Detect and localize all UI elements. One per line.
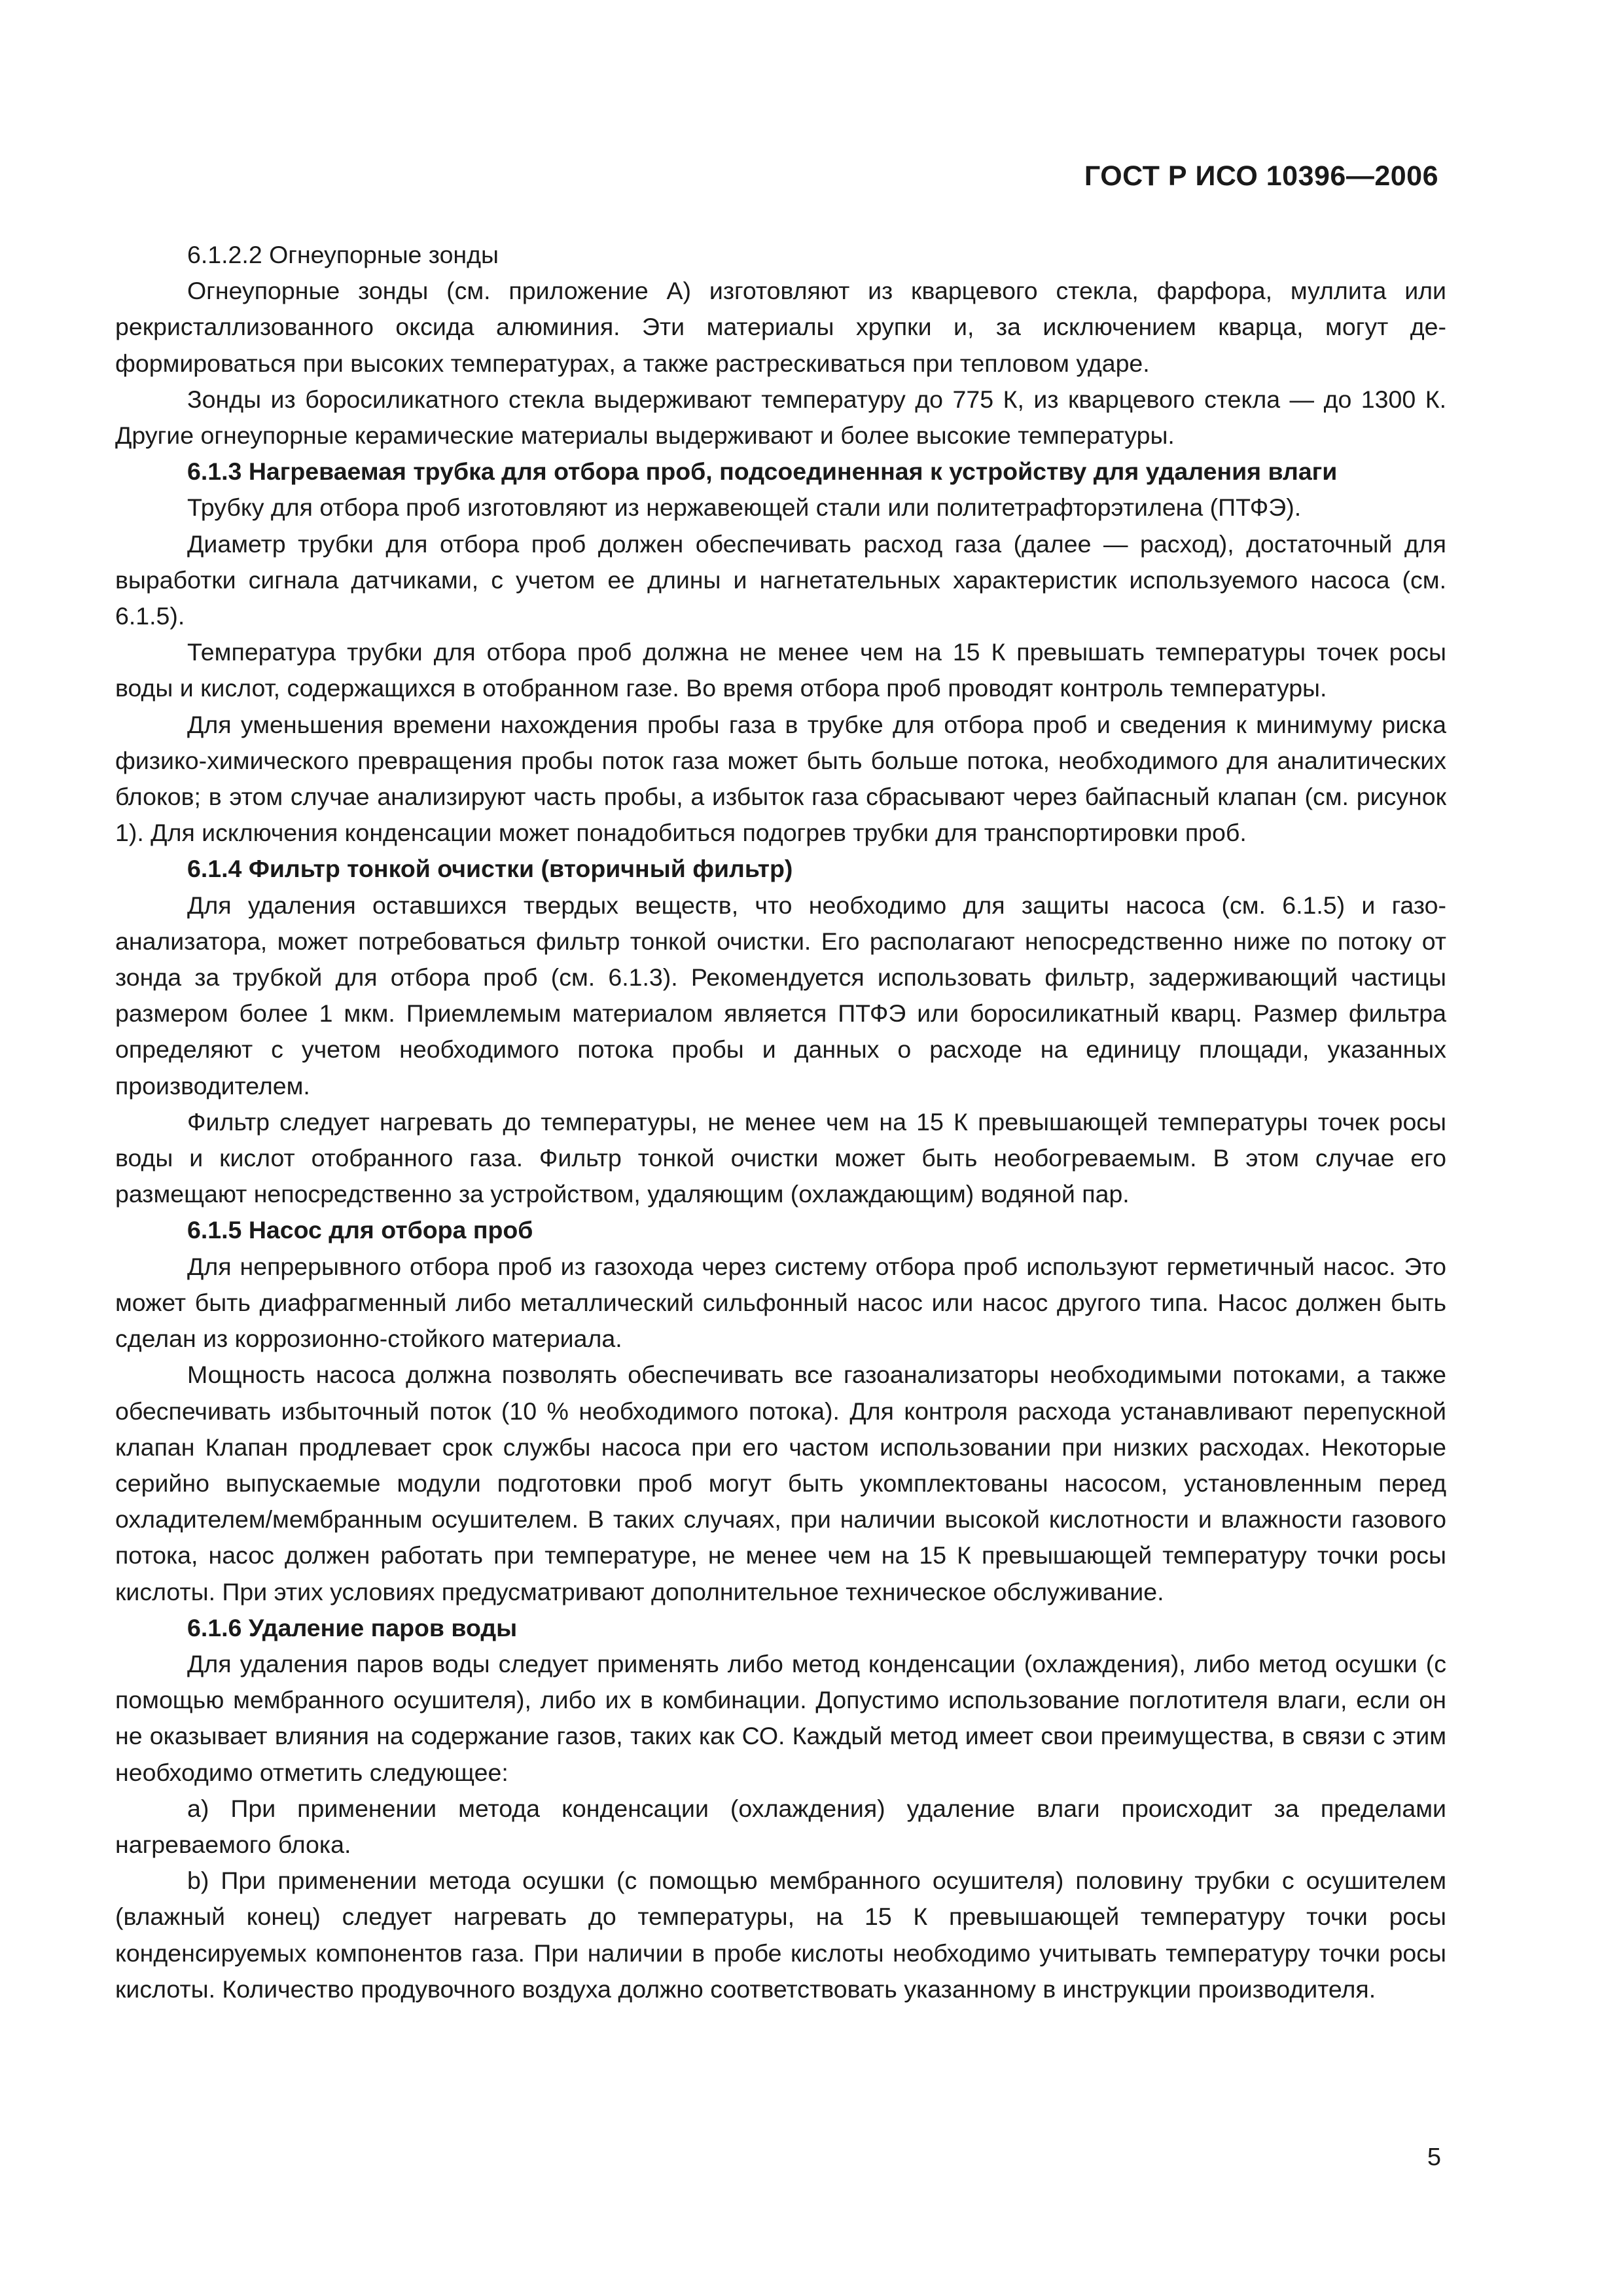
paragraph: Для уменьшения времени нахождения пробы газа в трубке для отбора проб и сведения к минимуму риска физико-химического превращения пробы поток газа может быть больше потока, необходимого для аналитических блоков; в этом случае анализируют часть пробы, а избыток газа сбрасывают через байпасный клапан (см. рисунок 1). Для исключения конденсации может понадобиться подогрев трубки для транспортировки проб. [115,710,1446,847]
paragraph: Трубку для отбора проб изготовляют из нержавеющей стали или политетрафторэтилена (ПТФЭ). [187,493,1302,522]
paragraph: Для удаления оставшихся твердых веществ, что необходимо для защиты насоса (см. 6.1.5) и газоанализатора, может потребоваться фильтр тонкой очистки. Его располагают непосредственно ниже по потоку от зонда за трубкой для отбора проб (см. 6.1.3). Рекомендуется использовать фильтр, задерживающий частицы размером более 1 мкм. Приемлемым материалом является ПТФЭ или боросиликатный кварц. Размер фильтра определяют с учетом необходимого потока пробы и данных о расходе на единицу площади, указанных производителем. [115,891,1446,1100]
paragraph: Мощность насоса должна позволять обеспечивать все газоанализаторы необходимыми потоками, а также обеспечивать избыточный поток (10 % необходимого потока). Для контроля расхода устанавливают перепускной клапан Клапан продлевает срок службы насоса при его частом использовании при низких расходах. Некоторые серийно выпускаемые модули подготовки проб могут быть укомплектованы насосом, установленным перед охладителем/мембранным осушителем. В таких случаях, при наличии высокой кислотности и влажности газового потока, насос должен работать при температуре, не менее чем на 15 К превышающей температуру точки росы кислоты. При этих условиях предусматривают дополнительное техническое обслуживание. [115,1361,1446,1605]
paragraph: Зонды из боросиликатного стекла выдерживают температуру до 775 К, из кварцевого стекла — до 1300 К. Другие огнеупорные керамические материалы выдерживают и более высокие температуры. [115,385,1446,450]
section-heading: 6.1.3 Нагреваемая трубка для отбора проб, подсоединенная к устройству для удаления влаги [187,457,1338,486]
page-number: 5 [1427,2144,1441,2171]
paragraph: 6.1.2.2 Огнеупорные зонды [187,241,499,268]
list-item: b) При применении метода осушки (с помощью мембранного осушителя) половину трубки с осушителем (влажный конец) следует нагревать до температуры, на 15 К превышающей температуру точки росы конденсируемых компонентов газа. При наличии в пробе кислоты необходимо учитывать температуру точки росы кислоты. Количество продувочного воздуха должно соответствовать указанному в инструкции производителя. [115,1867,1446,2003]
section-heading: 6.1.5 Насос для отбора проб [187,1216,533,1244]
section-heading: 6.1.4 Фильтр тонкой очистки (вторичный фильтр) [187,855,793,883]
document-header: ГОСТ Р ИСО 10396—2006 [1084,160,1438,192]
section-heading: 6.1.6 Удаление паров воды [187,1613,518,1641]
paragraph: Диаметр трубки для отбора проб должен обеспечивать расход газа (далее — расход), достаточный для выработки сигнала датчиками, с учетом ее длины и нагнетательных характеристик используемого насоса (см. 6.1.5). [115,529,1446,630]
list-item: a) При применении метода конденсации (охлаждения) удаление влаги происходит за пределами нагреваемого блока. [115,1794,1446,1858]
document-body [115,237,1446,2007]
paragraph: Температура трубки для отбора проб должна не менее чем на 15 К превышать температуры точек росы воды и кислот, содержащихся в отобранном газе. Во время отбора проб проводят контроль температуры. [115,638,1446,702]
paragraph: Огнеупорные зонды (см. приложение А) изготовляют из кварцевого стекла, фарфора, муллита или рекристаллизованного оксида алюминия. Эти материалы хрупки и, за исключением кварца, могут деформироваться при высоких температурах, а также растрескиваться при тепловом ударе. [115,277,1446,377]
paragraph: Фильтр следует нагревать до температуры, не менее чем на 15 К превышающей температуры точек росы воды и кислот отобранного газа. Фильтр тонкой очистки может быть необогреваемым. В этом случае его размещают непосредственно за устройством, удаляющим (охлаждающим) водяной пар. [115,1107,1446,1208]
paragraph: Для удаления паров воды следует применять либо метод конденсации (охлаждения), либо метод осушки (с помощью мембранного осушителя), либо их в комбинации. Допустимо использование поглотителя влаги, если он не оказывает влияния на содержание газов, таких как СО. Каждый метод имеет свои преимущества, в связи с этим необходимо отметить следующее: [115,1649,1446,1786]
paragraph: Для непрерывного отбора проб из газохода через систему отбора проб используют герметичный насос. Это может быть диафрагменный либо металлический сильфонный насос или насос другого типа. Насос должен быть сделан из коррозионно-стойкого материала. [115,1252,1446,1353]
